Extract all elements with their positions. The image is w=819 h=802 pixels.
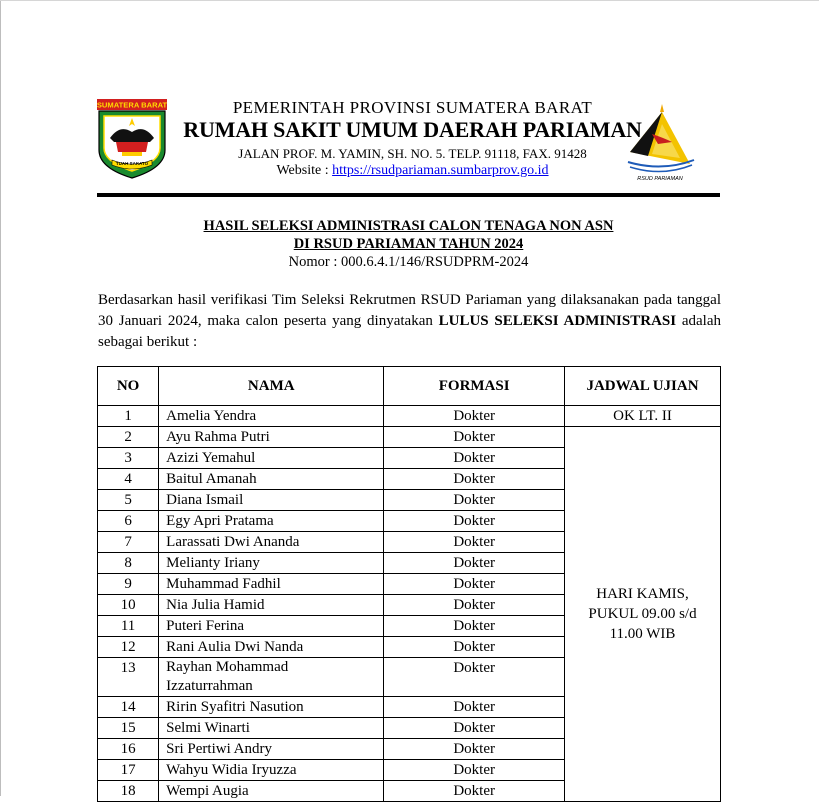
cell-formasi: Dokter [384, 532, 565, 553]
results-table [97, 366, 721, 802]
cell-no: 13 [98, 658, 159, 697]
cell-no: 17 [98, 760, 159, 781]
cell-formasi: Dokter [384, 658, 565, 697]
table-body [98, 406, 721, 802]
cell-no: 8 [98, 553, 159, 574]
cell-formasi: Dokter [384, 574, 565, 595]
emblem-top-text: SUMATERA BARAT [96, 100, 168, 110]
cell-formasi: Dokter [384, 511, 565, 532]
cell-nama: Muhammad Fadhil [159, 574, 384, 595]
cell-no: 11 [98, 616, 159, 637]
cell-nama: Puteri Ferina [159, 616, 384, 637]
cell-formasi: Dokter [384, 637, 565, 658]
cell-formasi: Dokter [384, 616, 565, 637]
header-no: NO [98, 367, 159, 406]
cell-no: 18 [98, 781, 159, 802]
cell-jadwal-time [564, 427, 720, 802]
letterhead-divider [97, 193, 720, 197]
cell-nama: Wempi Augia [159, 781, 384, 802]
table-row [98, 406, 721, 427]
cell-formasi: Dokter [384, 760, 565, 781]
cell-formasi: Dokter [384, 553, 565, 574]
rsud-pariaman-logo [622, 98, 698, 182]
cell-no: 9 [98, 574, 159, 595]
cell-no: 16 [98, 739, 159, 760]
letterhead-address: JALAN PROF. M. YAMIN, SH. NO. 5. TELP. 91118, FAX. 91428 [238, 146, 587, 161]
cell-nama: Nia Julia Hamid [159, 595, 384, 616]
header-nama: NAMA [159, 367, 384, 406]
cell-nama: Selmi Winarti [159, 718, 384, 739]
jadwal-time-start: PUKUL 09.00 s/d [588, 606, 697, 622]
intro-text-1: Berdasarkan hasil verifikasi Tim Seleksi Rekrutmen RSUD Pariaman yang dilaksanakan pada tanggal 30 Januari 2024, maka calon peserta yang dinyatakan [98, 292, 721, 329]
cell-formasi: Dokter [384, 406, 565, 427]
page-edge-top [0, 0, 819, 1]
cell-no: 4 [98, 469, 159, 490]
cell-nama-line1: Rayhan Mohammad [166, 659, 289, 675]
cell-nama: Amelia Yendra [159, 406, 384, 427]
emblem-ribbon-text: TUAH SAKATO [115, 161, 149, 166]
document-number: Nomor : 000.6.4.1/146/RSUDPRM-2024 [288, 254, 529, 270]
jadwal-day: HARI KAMIS, [596, 586, 689, 602]
cell-no: 15 [98, 718, 159, 739]
cell-no: 5 [98, 490, 159, 511]
cell-no: 7 [98, 532, 159, 553]
jadwal-time-end: 11.00 WIB [609, 626, 676, 642]
letterhead-website [180, 163, 645, 179]
cell-nama: Ririn Syafitri Nasution [159, 697, 384, 718]
cell-formasi: Dokter [384, 781, 565, 802]
cell-nama: Baitul Amanah [159, 469, 384, 490]
website-link[interactable]: https://rsudpariaman.sumbarprov.go.id [332, 163, 549, 178]
header-formasi: FORMASI [384, 367, 565, 406]
cell-no: 10 [98, 595, 159, 616]
cell-nama [159, 658, 384, 697]
cell-nama: Rani Aulia Dwi Nanda [159, 637, 384, 658]
website-label: Website : [276, 163, 333, 178]
cell-nama-line2: Izzaturrahman [166, 678, 253, 694]
cell-formasi: Dokter [384, 427, 565, 448]
intro-text-2: adalah sebagai berikut : [98, 313, 721, 350]
page-edge-left [0, 0, 1, 796]
cell-nama: Sri Pertiwi Andry [159, 739, 384, 760]
cell-no: 3 [98, 448, 159, 469]
cell-no: 12 [98, 637, 159, 658]
cell-nama: Melianty Iriany [159, 553, 384, 574]
cell-formasi: Dokter [384, 697, 565, 718]
cell-nama: Ayu Rahma Putri [159, 427, 384, 448]
document-title-line2: DI RSUD PARIAMAN TAHUN 2024 [293, 236, 524, 252]
intro-text-bold: LULUS SELEKSI ADMINISTRASI [438, 313, 677, 329]
cell-no: 1 [98, 406, 159, 427]
cell-formasi: Dokter [384, 718, 565, 739]
cell-no: 2 [98, 427, 159, 448]
cell-nama: Wahyu Widia Iryuzza [159, 760, 384, 781]
cell-jadwal-location: OK LT. II [564, 406, 720, 427]
table-header-row [98, 367, 721, 406]
cell-nama: Diana Ismail [159, 490, 384, 511]
document-title-line1: HASIL SELEKSI ADMINISTRASI CALON TENAGA NON ASN [203, 218, 614, 234]
cell-no: 6 [98, 511, 159, 532]
table-row [98, 427, 721, 448]
cell-nama: Larassati Dwi Ananda [159, 532, 384, 553]
cell-no: 14 [98, 697, 159, 718]
cell-nama: Azizi Yemahul [159, 448, 384, 469]
cell-formasi: Dokter [384, 490, 565, 511]
cell-formasi: Dokter [384, 469, 565, 490]
right-logo-text: RSUD PARIAMAN [637, 176, 683, 182]
cell-formasi: Dokter [384, 448, 565, 469]
sumbar-emblem-logo [96, 98, 168, 180]
cell-nama: Egy Apri Pratama [159, 511, 384, 532]
header-jadwal: JADWAL UJIAN [564, 367, 720, 406]
cell-formasi: Dokter [384, 595, 565, 616]
letterhead-hospital-name: RUMAH SAKIT UMUM DAERAH PARIAMAN [183, 117, 642, 142]
intro-paragraph [98, 290, 721, 353]
cell-formasi: Dokter [384, 739, 565, 760]
letterhead-government: PEMERINTAH PROVINSI SUMATERA BARAT [232, 98, 593, 117]
